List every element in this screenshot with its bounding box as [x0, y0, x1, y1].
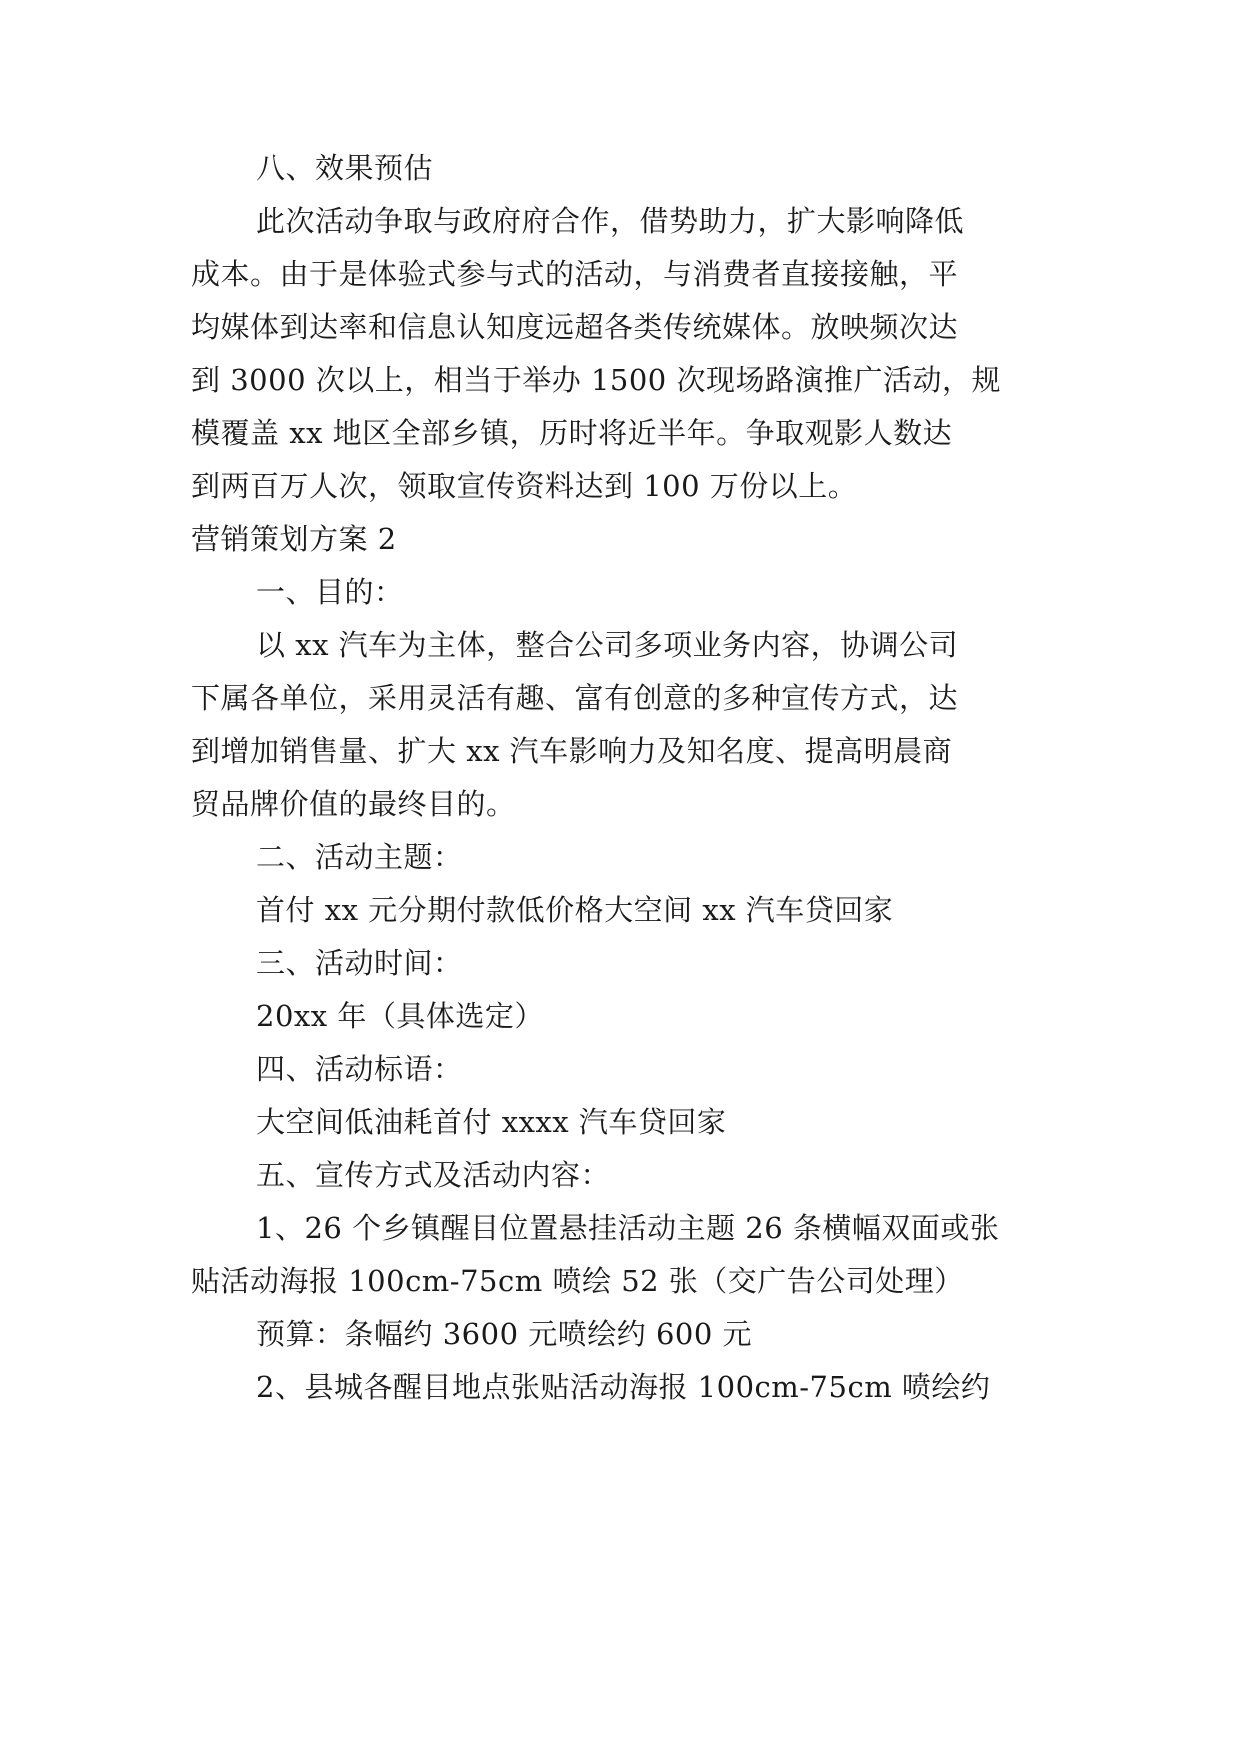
paragraph-line: 预算：条幅约 3600 元喷绘约 600 元 [256, 1317, 753, 1351]
paragraph-line: 到增加销售量、扩大 xx 汽车影响力及知名度、提高明晨商 [191, 734, 953, 768]
paragraph-line: 下属各单位，采用灵活有趣、富有创意的多种宣传方式，达 [191, 681, 959, 715]
section-heading: 四、活动标语： [256, 1052, 463, 1086]
section-heading: 一、目的： [256, 575, 404, 609]
document-title: 营销策划方案 2 [191, 522, 397, 556]
paragraph-line: 1、26 个乡镇醒目位置悬挂活动主题 26 条横幅双面或张 [256, 1211, 1000, 1245]
paragraph-line: 均媒体到达率和信息认知度远超各类传统媒体。放映频次达 [191, 310, 959, 344]
section-heading: 五、宣传方式及活动内容： [256, 1158, 611, 1192]
paragraph-line: 2、县城各醒目地点张贴活动海报 100cm-75cm 喷绘约 [256, 1370, 991, 1404]
paragraph-line: 20xx 年（具体选定） [256, 999, 544, 1033]
paragraph-line: 模覆盖 xx 地区全部乡镇，历时将近半年。争取观影人数达 [191, 416, 953, 450]
section-heading: 三、活动时间： [256, 946, 463, 980]
paragraph-line: 大空间低油耗首付 xxxx 汽车贷回家 [256, 1105, 727, 1139]
paragraph-line: 贸品牌价值的最终目的。 [191, 787, 516, 821]
paragraph-line: 贴活动海报 100cm-75cm 喷绘 52 张（交广告公司处理） [191, 1264, 964, 1298]
paragraph-line: 成本。由于是体验式参与式的活动，与消费者直接接触，平 [191, 257, 959, 291]
paragraph-line: 到两百万人次，领取宣传资料达到 100 万份以上。 [191, 469, 858, 503]
section-heading: 二、活动主题： [256, 840, 463, 874]
paragraph-line: 到 3000 次以上，相当于举办 1500 次现场路演推广活动，规 [191, 363, 1001, 397]
paragraph-line: 以 xx 汽车为主体，整合公司多项业务内容，协调公司 [256, 628, 959, 662]
paragraph-line: 首付 xx 元分期付款低价格大空间 xx 汽车贷回家 [256, 893, 894, 927]
section-heading: 八、效果预估 [256, 151, 434, 185]
paragraph-line: 此次活动争取与政府府合作，借势助力，扩大影响降低 [256, 204, 965, 238]
